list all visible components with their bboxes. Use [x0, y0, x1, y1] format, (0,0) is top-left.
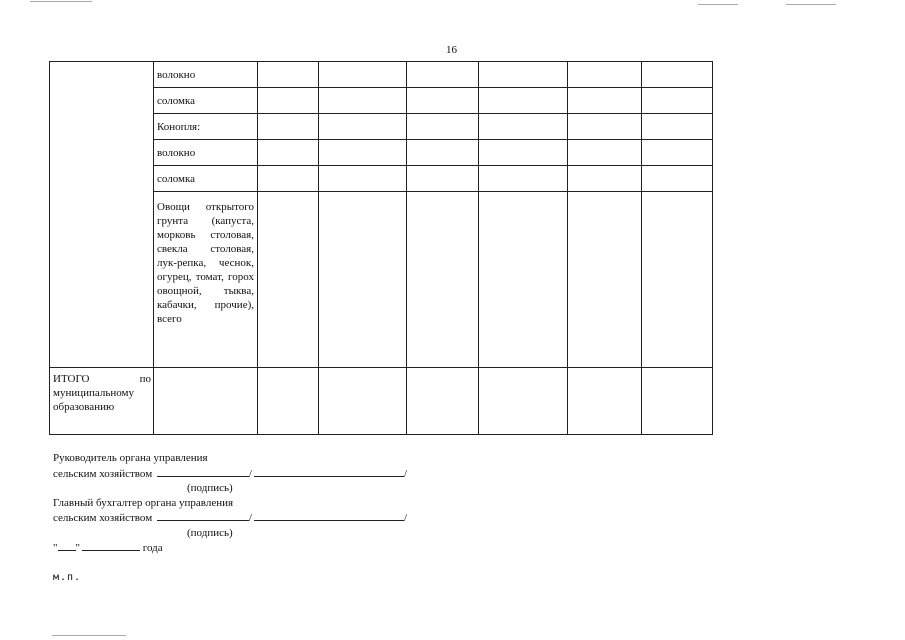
row-label: Конопля:	[154, 114, 258, 140]
table-cell	[258, 368, 319, 435]
table-cell	[407, 140, 479, 166]
table-cell	[407, 114, 479, 140]
date-month-field	[82, 540, 140, 551]
table-cell	[319, 114, 407, 140]
table-row-total	[50, 368, 713, 435]
accountant-signature-field	[157, 510, 249, 521]
table-cell	[642, 166, 713, 192]
total-label-cell	[50, 368, 154, 435]
report-table	[49, 61, 713, 435]
separator: /	[248, 512, 252, 524]
row-label: соломка	[154, 88, 258, 114]
table-cell	[319, 368, 407, 435]
separator: /	[403, 467, 408, 480]
table-cell	[479, 88, 568, 114]
signature-block	[53, 451, 407, 556]
head-signature-caption: (подпись)	[187, 482, 233, 494]
table-cell	[568, 114, 642, 140]
accountant-signature-caption: (подпись)	[187, 526, 233, 539]
table-cell	[642, 192, 713, 368]
row-label-vegetables: Овощи открытого грунта (капуста, морковь столовая, свекла столовая, лук-репка, чеснок, огурец, томат, горох овощной, тыква, кабачки, прочие), всего	[154, 192, 258, 368]
accountant-signature-line	[53, 510, 407, 526]
table-cell	[319, 166, 407, 192]
head-prefix: сельским хозяйством	[53, 467, 153, 480]
separator: /	[248, 467, 252, 480]
date-suffix: года	[142, 542, 163, 554]
table-cell	[407, 192, 479, 368]
table-cell	[258, 140, 319, 166]
scan-artifact-top-left	[30, 1, 92, 2]
table-cell	[642, 62, 713, 88]
table-cell	[479, 192, 568, 368]
date-line	[53, 540, 407, 556]
stamp-place: м.п.	[53, 572, 82, 583]
table-cell	[479, 62, 568, 88]
row-label: соломка	[154, 166, 258, 192]
row-label: волокно	[154, 62, 258, 88]
table-cell	[258, 62, 319, 88]
total-label-rest: муниципальному образованию	[53, 387, 135, 413]
separator: /	[403, 512, 408, 524]
accountant-title-line: Главный бухгалтер органа управления	[53, 496, 234, 509]
table-row	[50, 62, 713, 88]
table-cell	[479, 114, 568, 140]
date-day-field	[58, 540, 76, 551]
table-cell	[407, 166, 479, 192]
table-cell	[642, 88, 713, 114]
table-cell	[154, 368, 258, 435]
head-title-line: Руководитель органа управления	[53, 452, 208, 464]
total-label-preposition: по	[139, 373, 151, 385]
page-number: 16	[446, 44, 457, 56]
table-cell	[407, 88, 479, 114]
table-cell	[568, 88, 642, 114]
table-cell	[407, 62, 479, 88]
table-cell	[319, 140, 407, 166]
accountant-name-field	[254, 510, 404, 521]
table-cell	[258, 114, 319, 140]
total-label-word: ИТОГО	[53, 373, 90, 385]
head-name-field	[254, 466, 404, 477]
table-cell	[568, 166, 642, 192]
head-signature-line	[53, 466, 407, 482]
table-cell	[479, 166, 568, 192]
merged-category-cell	[50, 62, 154, 368]
total-label-line1	[53, 372, 151, 386]
scan-artifact-top-right-2	[786, 4, 836, 5]
table-cell	[319, 88, 407, 114]
date-close-quote: "	[75, 542, 80, 554]
table-cell	[407, 368, 479, 435]
table-cell	[319, 62, 407, 88]
table-cell	[479, 140, 568, 166]
table-cell	[642, 140, 713, 166]
table-cell	[568, 368, 642, 435]
table-cell	[258, 88, 319, 114]
table-cell	[258, 192, 319, 368]
date-open-quote: "	[53, 542, 58, 554]
table-cell	[642, 368, 713, 435]
row-label: волокно	[154, 140, 258, 166]
table-cell	[568, 140, 642, 166]
head-signature-field	[157, 466, 249, 477]
scan-artifact-top-right	[698, 4, 738, 5]
table-cell	[568, 192, 642, 368]
table-cell	[568, 62, 642, 88]
table-cell	[258, 166, 319, 192]
table-cell	[319, 192, 407, 368]
accountant-prefix: сельским хозяйством	[53, 512, 153, 524]
scan-artifact-bottom-left	[52, 635, 126, 636]
table-cell	[479, 368, 568, 435]
table-cell	[642, 114, 713, 140]
